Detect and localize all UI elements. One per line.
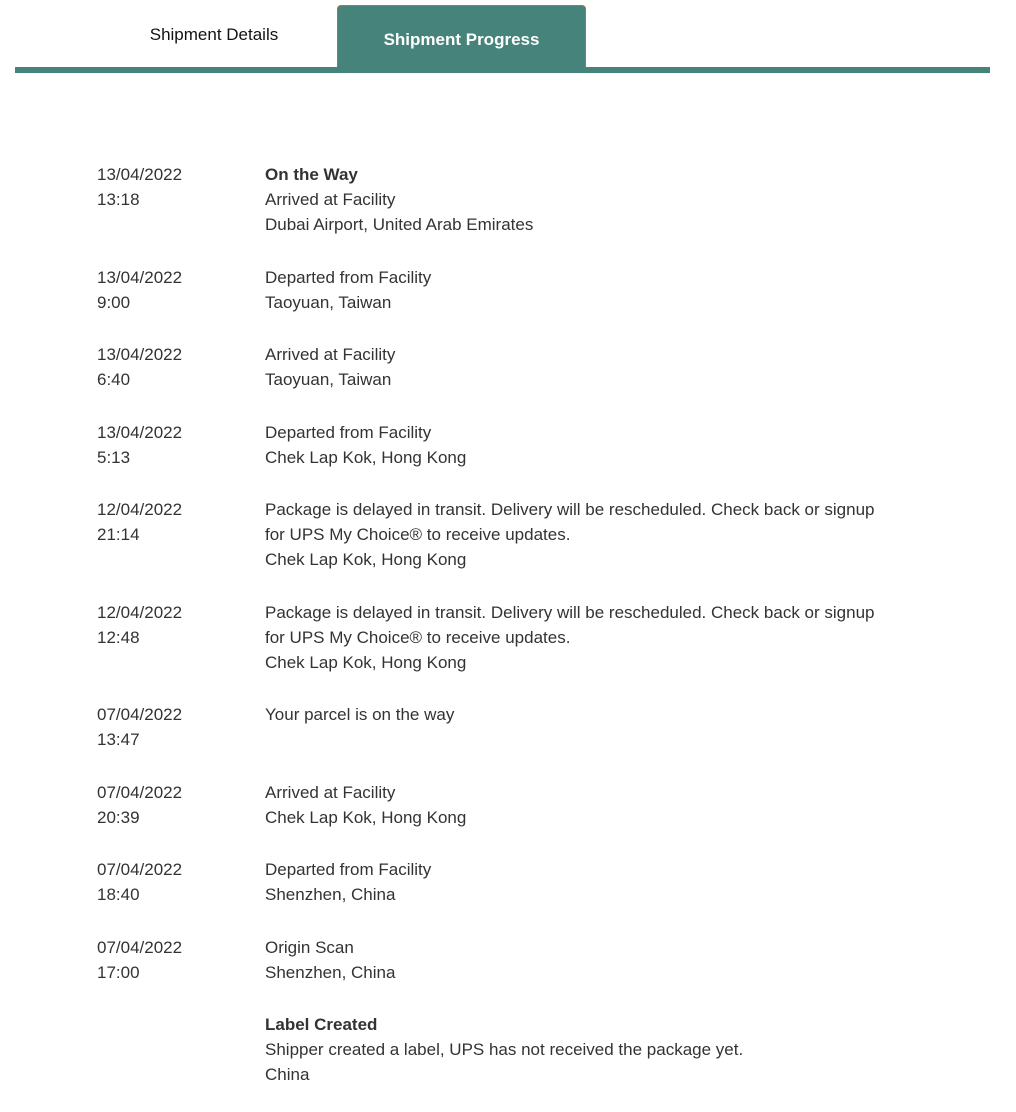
event-status: Package is delayed in transit. Delivery will be rescheduled. Check back or signup for UPS My Choice® to receive updates.: [265, 603, 875, 647]
event-title: Label Created: [265, 1015, 378, 1034]
event-location: Chek Lap Kok, Hong Kong: [265, 653, 467, 672]
event-status: Your parcel is on the way: [265, 705, 455, 724]
event-date: 13/04/2022: [97, 268, 183, 287]
event-status: Arrived at Facility: [265, 190, 396, 209]
event-details: [265, 497, 895, 572]
event-location: Chek Lap Kok, Hong Kong: [265, 448, 467, 467]
event-location: Shenzhen, China: [265, 885, 396, 904]
event-details: [265, 420, 895, 470]
event-date: 13/04/2022: [97, 423, 183, 442]
event-status: Shipper created a label, UPS has not received the package yet.: [265, 1040, 744, 1059]
event-date: 07/04/2022: [97, 860, 183, 879]
event-status: Package is delayed in transit. Delivery will be rescheduled. Check back or signup for UPS My Choice® to receive updates.: [265, 500, 875, 544]
event-time: 21:14: [97, 525, 140, 544]
event-location: Taoyuan, Taiwan: [265, 293, 392, 312]
event-time: 17:00: [97, 963, 140, 982]
event-location: China: [265, 1065, 310, 1084]
event-time: 13:18: [97, 190, 140, 209]
event-details: [265, 780, 895, 830]
event-date: 07/04/2022: [97, 705, 183, 724]
event-location: Taoyuan, Taiwan: [265, 370, 392, 389]
event-date: 12/04/2022: [97, 603, 183, 622]
event-time: 20:39: [97, 808, 140, 827]
event-date: 07/04/2022: [97, 938, 183, 957]
event-datetime: [97, 935, 237, 985]
event-location: Dubai Airport, United Arab Emirates: [265, 215, 534, 234]
event-details: [265, 702, 895, 727]
event-time: 12:48: [97, 628, 140, 647]
event-datetime: [97, 497, 237, 547]
event-details: [265, 857, 895, 907]
event-datetime: [97, 420, 237, 470]
event-title: On the Way: [265, 165, 358, 184]
event-date: 12/04/2022: [97, 500, 183, 519]
event-time: 9:00: [97, 293, 131, 312]
tab-underline: [15, 67, 990, 73]
event-details: [265, 600, 895, 675]
event-details: [265, 935, 895, 985]
tab-shipment-details[interactable]: Shipment Details: [149, 25, 279, 44]
event-time: 18:40: [97, 885, 140, 904]
event-details: [265, 162, 895, 237]
event-date: 13/04/2022: [97, 345, 183, 364]
event-location: Shenzhen, China: [265, 963, 396, 982]
event-details: [265, 265, 895, 315]
event-status: Departed from Facility: [265, 860, 432, 879]
event-location: Chek Lap Kok, Hong Kong: [265, 550, 467, 569]
event-status: Departed from Facility: [265, 268, 432, 287]
event-details: [265, 1012, 895, 1087]
event-time: 5:13: [97, 448, 131, 467]
event-time: 13:47: [97, 730, 140, 749]
event-location: Chek Lap Kok, Hong Kong: [265, 808, 467, 827]
event-time: 6:40: [97, 370, 131, 389]
event-status: Origin Scan: [265, 938, 354, 957]
event-datetime: [97, 600, 237, 650]
event-date: 13/04/2022: [97, 165, 183, 184]
tab-shipment-progress[interactable]: Shipment Progress: [337, 5, 586, 70]
event-datetime: [97, 342, 237, 392]
event-datetime: [97, 162, 237, 212]
tab-bar: [15, 0, 990, 73]
event-date: 07/04/2022: [97, 783, 183, 802]
event-datetime: [97, 702, 237, 752]
event-datetime: [97, 265, 237, 315]
event-datetime: [97, 857, 237, 907]
event-status: Arrived at Facility: [265, 783, 396, 802]
event-status: Departed from Facility: [265, 423, 432, 442]
event-status: Arrived at Facility: [265, 345, 396, 364]
event-details: [265, 342, 895, 392]
event-datetime: [97, 780, 237, 830]
